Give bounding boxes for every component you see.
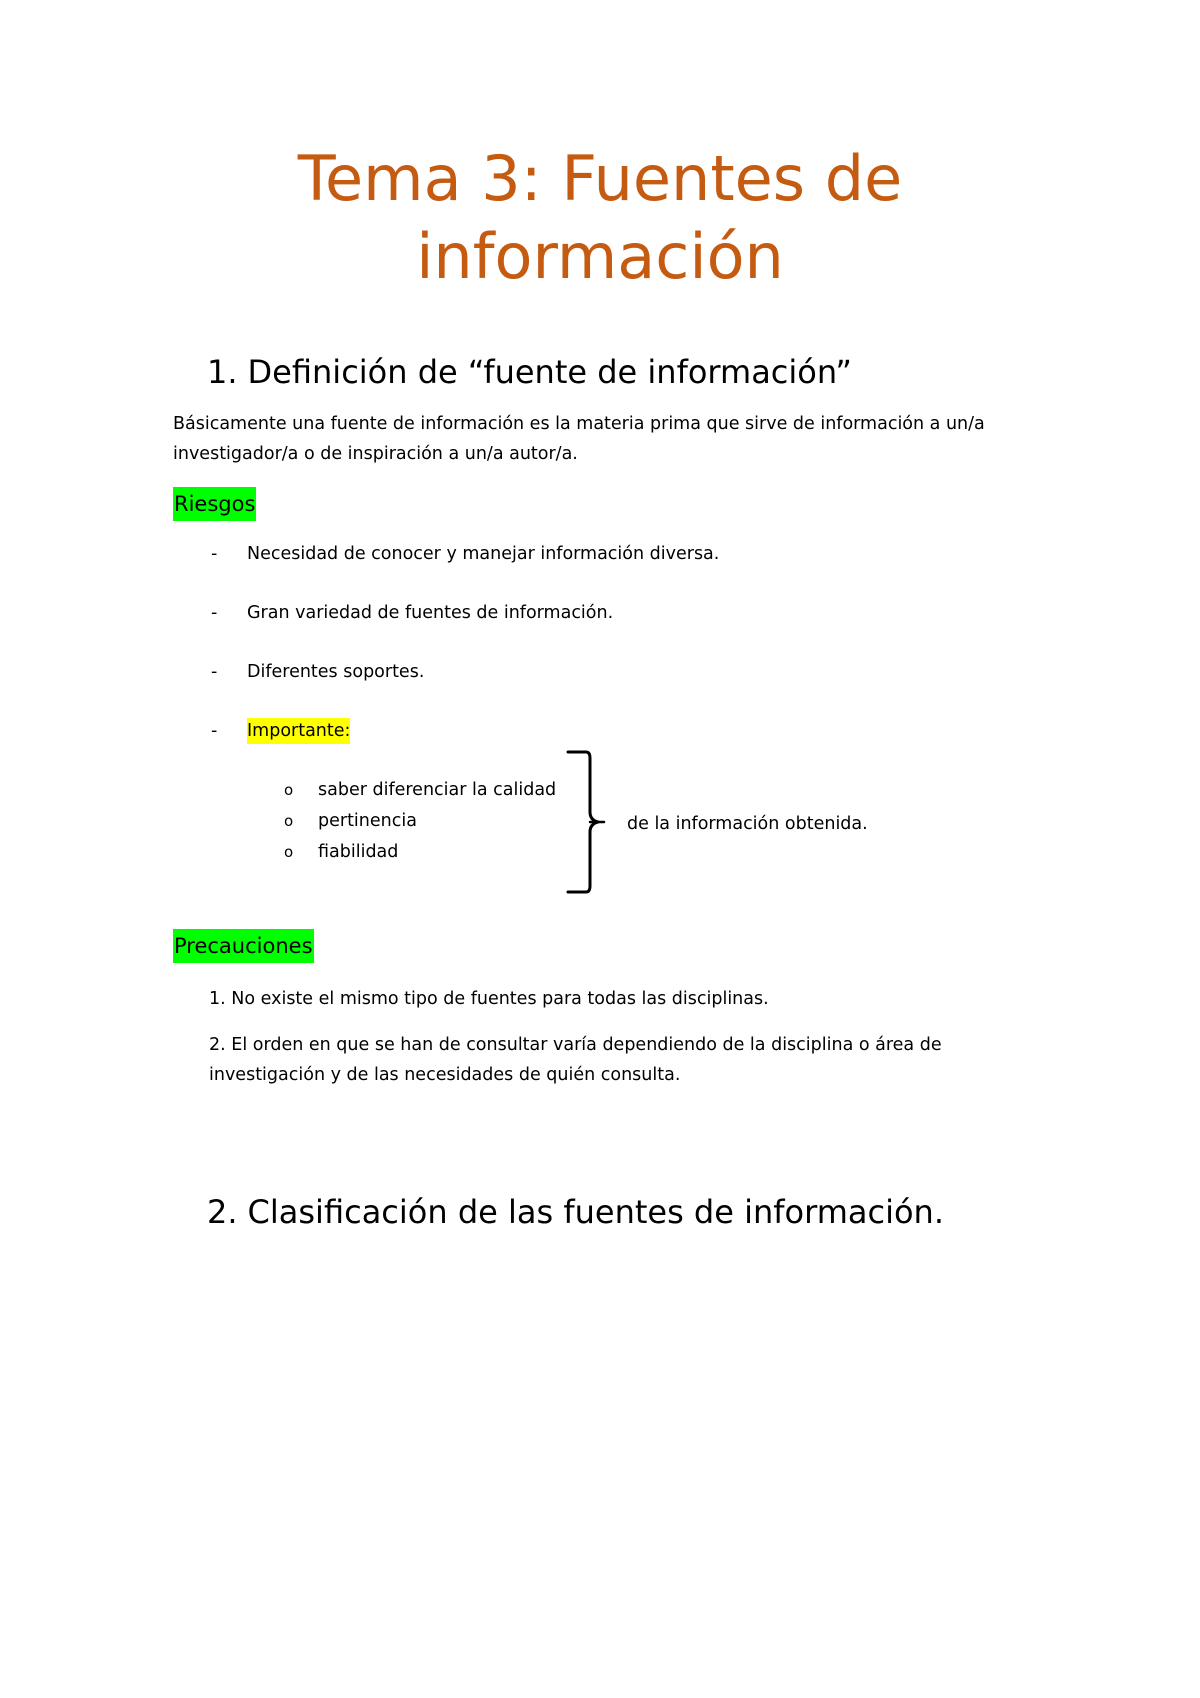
- circle-bullet: o: [284, 812, 294, 830]
- precaucion-item: [209, 984, 1029, 1014]
- dash-bullet: -: [211, 721, 218, 741]
- section-1-number: 1.: [207, 353, 238, 391]
- section-1-heading-text: Definición de “fuente de información”: [247, 353, 852, 391]
- title-line-2: información: [416, 220, 784, 293]
- riesgo-item-text: Gran variedad de fuentes de información.: [247, 603, 614, 623]
- precaucion-number: 1.: [209, 989, 226, 1009]
- brace-note: de la información obtenida.: [627, 814, 868, 834]
- title-line-1: Tema 3: Fuentes de: [297, 142, 903, 215]
- precauciones-heading: Precauciones: [173, 929, 314, 963]
- precaucion-text: No existe el mismo tipo de fuentes para todas las disciplinas.: [231, 989, 769, 1009]
- precaucion-item: [209, 1030, 1029, 1090]
- section-2-heading-text: Clasificación de las fuentes de información.: [247, 1193, 944, 1231]
- riesgo-item-text: Diferentes soportes.: [247, 662, 425, 682]
- section-1-heading: [207, 352, 852, 392]
- riesgos-heading: Riesgos: [173, 487, 256, 521]
- circle-bullet: o: [284, 781, 294, 799]
- dash-bullet: -: [211, 603, 218, 623]
- circle-bullet: o: [284, 843, 294, 861]
- sub-item-text: saber diferenciar la calidad: [318, 780, 557, 800]
- important-label: Importante:: [247, 718, 350, 744]
- dash-bullet: -: [211, 544, 218, 564]
- dash-bullet: -: [211, 662, 218, 682]
- curly-brace-icon: [560, 748, 608, 896]
- precaucion-number: 2.: [209, 1035, 226, 1055]
- sub-item-text: pertinencia: [318, 811, 417, 831]
- sub-item-text: fiabilidad: [318, 842, 399, 862]
- document-title: [0, 140, 1200, 296]
- definition-paragraph: Básicamente una fuente de información es la materia prima que sirve de información a un/a investigador/a o de inspiración a un/a autor/a.: [173, 414, 985, 464]
- section-2-heading: [207, 1192, 944, 1232]
- section-2-number: 2.: [207, 1193, 238, 1231]
- riesgo-item-text: Necesidad de conocer y manejar información diversa.: [247, 544, 720, 564]
- precaucion-text: El orden en que se han de consultar varía dependiendo de la disciplina o área de investigación y de las necesidades de quién consulta.: [209, 1035, 942, 1085]
